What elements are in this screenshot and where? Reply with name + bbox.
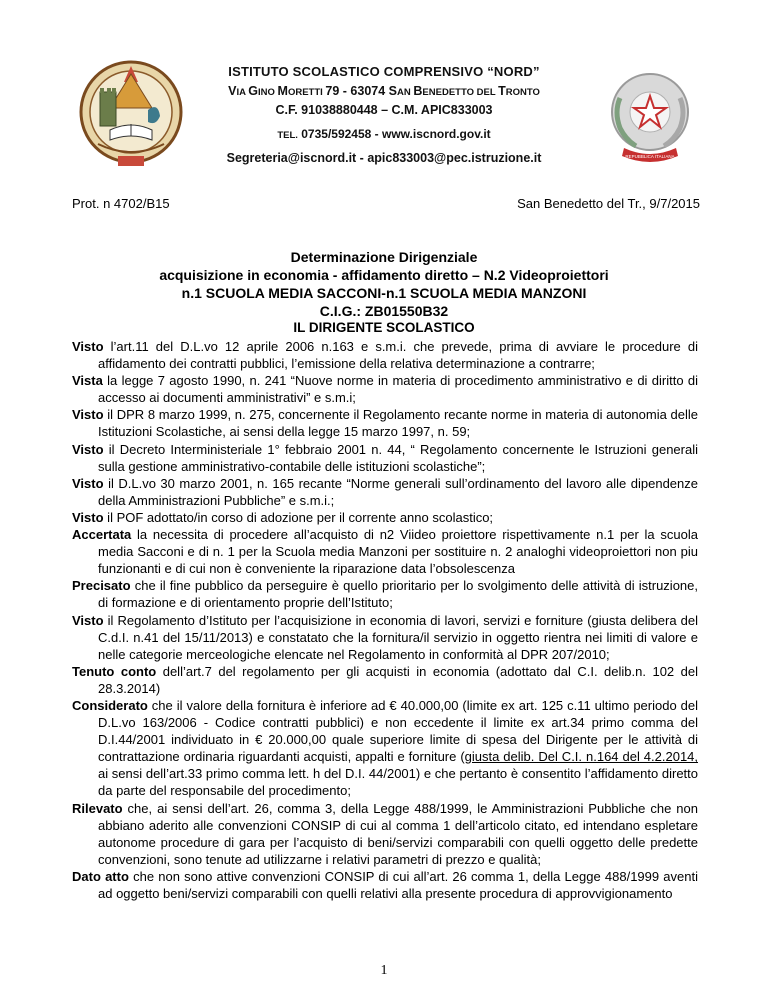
paragraph-text-tail: ai sensi dell’art.33 primo comma lett. h del D.I. 44/2001) e che pertanto è consentito l’affidamento diretto da parte del responsabile del procedimento; [98,766,698,799]
body-paragraph [72,868,698,902]
body-paragraph [72,475,698,509]
title-line: n.1 SCUOLA MEDIA SACCONI-n.1 SCUOLA MEDIA MANZONI [181,285,587,301]
paragraph-lead: Visto [72,441,104,457]
paragraph-lead: Visto [72,475,104,491]
paragraph-lead: Precisato [72,578,131,594]
address-segment: B [413,84,423,98]
paragraph-text: il DPR 8 marzo 1999, n. 275, concernente il Regolamento recante norme in materia di autonomia delle Istituzioni Scolastiche, ai sensi della legge 15 marzo 1997, n. 59; [98,407,698,440]
contact-email: Segreteria@iscnord.it - apic833003@pec.istruzione.it [226,151,542,165]
paragraph-text: dell’art.7 del regolamento per gli acquisti in economia (adottato dal C.I. delib.n. 102 del 28.3.2014) [98,663,698,696]
paragraph-text: il D.L.vo 30 marzo 2001, n. 165 recante “Norme generali sull’ordinamento del lavoro alle dipendenze della Amministrazioni Pubbliche” e s.m.i.; [98,475,698,508]
body-paragraph [72,509,698,526]
body-paragraph [72,338,698,372]
body-paragraph [72,800,698,868]
paragraph-text: che non sono attive convenzioni CONSIP di cui all’art. 26 comma 1, della Legge 488/1999 aventi ad oggetto beni/servizi comparabili con quelli relativi alla presente procedura di approvvigionamento [98,868,698,901]
paragraph-underlined-ref: giusta delib. Del C.I. n.164 del 4.2.2014, [464,749,699,765]
address-segment: IA [236,87,249,98]
paragraph-lead: Rilevato [72,800,123,816]
school-name: ISTITUTO SCOLASTICO COMPRENSIVO “NORD” [228,64,540,79]
paragraph-text: il Regolamento d’Istituto per l’acquisizione in economia di lavori, servizi e forniture (giusta delibera del C.d.I. n.41 del 15/11/2013) e constatato che la fornitura/il servizio in oggetto rientra nei limiti di valore e nelle categorie merceologiche elencate nel Regolamento in conformità al DPR 207/2010; [98,612,698,662]
body-paragraph [72,406,698,440]
paragraph-lead: Accertata [72,527,132,543]
paragraph-text: la necessita di procedere all’acquisto di n2 Viideo proiettore rispettivamente n.1 per la scuola media Sacconi e di n. 1 per la Scuola media Manzoni per sostituire n. 2 analoghi videoproiettori non piu funzionanti e di cui non è conveniente la riparazione data l’obsolescenza [98,527,698,577]
address-segment: AN [397,87,414,98]
body-paragraph [72,372,698,406]
title-line: Determinazione Dirigenziale [290,249,478,265]
title-line: acquisizione in economia - affidamento diretto – N.2 Videoproiettori [159,267,609,283]
body-paragraph [72,612,698,663]
page-number: 1 [380,963,388,978]
address-segment: T [498,84,506,98]
paragraph-text: che il fine pubblico da perseguire è quello prioritario per lo svolgimento delle attività di istruzione, di formazione e di orientamento proprie dell’Istituto; [98,578,698,611]
paragraph-lead: Visto [72,612,104,628]
contact-phone-web: TEL. 0735/592458 - www.iscnord.gov.it [277,127,491,141]
body-paragraph [72,697,698,800]
address-segment: ORETTI [287,87,326,98]
document-body [72,338,698,902]
document-date: San Benedetto del Tr., 9/7/2015 [517,196,700,211]
paragraph-text: la legge 7 agosto 1990, n. 241 “Nuove norme in materia di procedimento amministrativo e di diritto di accesso ai documenti amministrativi” e s.m.i; [98,373,698,406]
address-segment: 79 - 63074 S [325,84,398,98]
paragraph-lead: Considerato [72,697,148,713]
address-segment: RONTO [505,87,540,98]
paragraph-lead: Vista [72,373,103,389]
body-paragraph [72,577,698,611]
paragraph-text: il POF adottato/in corso di adozione per il corrente anno scolastico; [103,509,494,525]
section-heading: IL DIRIGENTE SCOLASTICO [293,320,475,335]
body-paragraph [72,526,698,577]
address-segment: G [248,84,258,98]
paragraph-lead: Dato atto [72,868,129,884]
paragraph-text: che, ai sensi dell’art. 26, comma 3, della Legge 488/1999, le Amministrazioni Pubbliche che non abbiano aderito alle convenzioni CONSIP di cui al comma 1 dell’articolo citato, ed intendano espletare autonome procedure di gara per l’acquisto di beni/servizi comparabili con quelli oggetto delle predette convenzioni, sono tenute ad utilizzarne i relativi parametri di prezzo e qualità; [98,800,698,867]
emblem-ring-text: REPUBBLICA ITALIANA [625,154,675,159]
address-segment: M [277,84,288,98]
paragraph-lead: Visto [72,339,104,354]
paragraph-lead: Visto [72,407,104,423]
document-title [0,248,768,320]
address-segment: ENEDETTO DEL [422,87,499,98]
paragraph-lead: Tenuto conto [72,663,157,679]
paragraph-text: il Decreto Interministeriale 1° febbraio 2001 n. 44, “ Regolamento concernente le Istruzioni generali sulla gestione amministrativo-contabile delle istituzioni scolastiche”; [98,441,698,474]
fiscal-code: C.F. 91038880448 – C.M. APIC833003 [275,103,493,117]
paragraph-text: l’art.11 del D.L.vo 12 aprile 2006 n.163 e s.m.i. che prevede, prima di avviare le procedure di affidamento dei contratti pubblici, l’emissione della relativa determinazione a contrarre; [98,339,698,372]
title-line: C.I.G.: ZB01550B32 [319,303,449,319]
protocol-number: Prot. n 4702/B15 [72,196,170,211]
address-segment: INO [257,87,278,98]
paragraph-text: che il valore della fornitura è inferiore ad € 40.000,00 (limite ex art. 125 c.11 ultimo periodo del D.L.vo 163/2006 - Codice contratti pubblici) e non eccedente il limite ex art.34 primo comma del D.I.44/2001 individuato in € 20.000,00 quale superiore limite di spesa del Dirigente per le attività di contrattazione ordinaria riguardanti acquisti, appalti e forniture ( [98,697,698,765]
paragraph-lead: Visto [72,509,104,525]
body-paragraph [72,441,698,475]
body-paragraph [72,663,698,697]
school-address [0,84,768,98]
address-segment: V [228,84,237,98]
